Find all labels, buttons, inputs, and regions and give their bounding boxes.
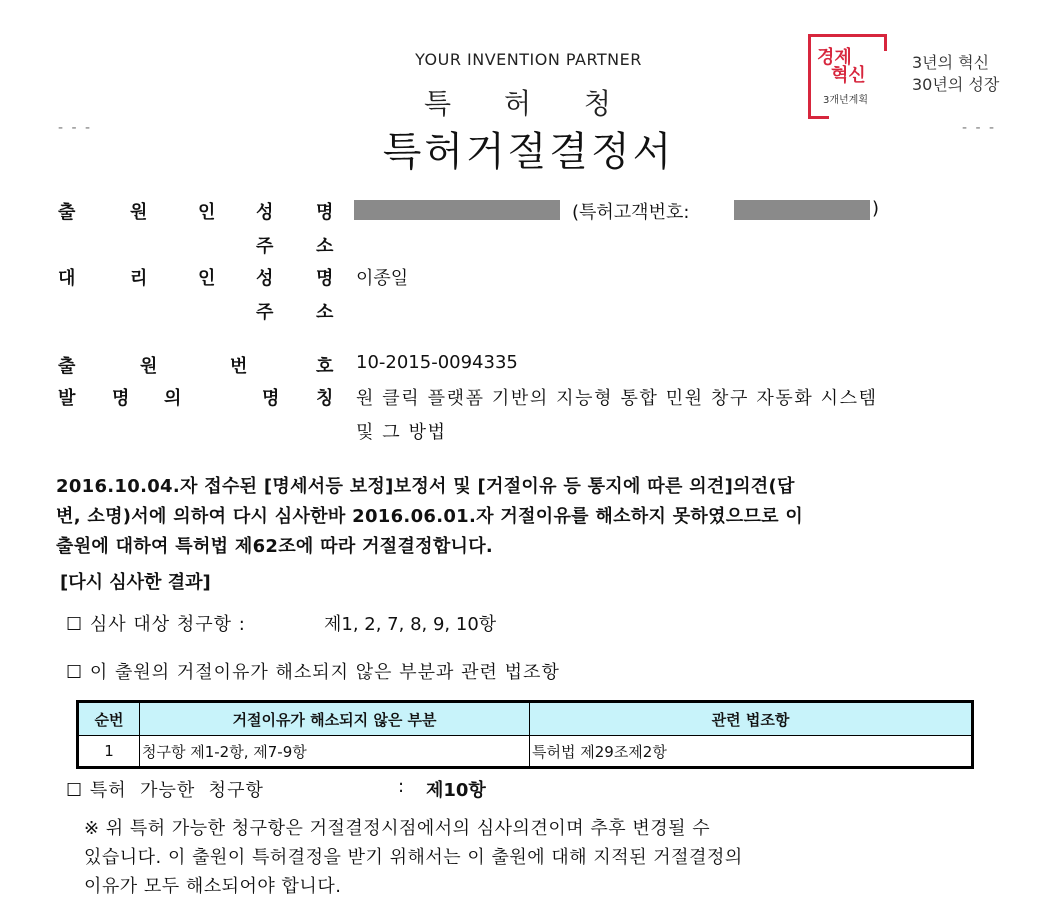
note-paragraph: ※ 위 특허 가능한 청구항은 거절결정시점에서의 심사의견이며 추후 변경될 수 있습니다. 이 출원이 특허결정을 받기 위해서는 이 출원에 대해 지적된 거절결정의 이유가 모두 해소되어야 합니다. (84, 818, 743, 897)
logo-slogan: 3년의 혁신 30년의 성장 (912, 53, 1000, 94)
application-number: 10-2015-0094335 (356, 352, 518, 373)
table-cell: 청구항 제1-2항, 제7-9항 (140, 736, 530, 768)
table-header: 순번 (78, 702, 140, 736)
table-cell: 특허법 제29조제2항 (530, 736, 973, 768)
rejection-table (76, 700, 974, 769)
logo-corner-mark (866, 34, 887, 51)
allowable-claims-colon: : (398, 776, 405, 797)
dash-marker-right: - - - (962, 120, 997, 136)
logo-corner-mark-bottom (808, 104, 829, 119)
table-header-row (78, 702, 973, 736)
document-title: 특허거절결정서 (382, 129, 675, 175)
table-header: 관련 법조항 (530, 702, 973, 736)
customer-number-close: ) (872, 198, 880, 219)
redacted-applicant-name (354, 200, 560, 220)
allowable-claims-value: 제10항 (426, 780, 486, 801)
allowable-claims-label: ☐ 특허 가능한 청구항 (66, 780, 264, 801)
table-row (78, 736, 973, 768)
table-header: 거절이유가 해소되지 않은 부분 (140, 702, 530, 736)
decision-paragraph: 2016.10.04.자 접수된 [명세서등 보정]보정서 및 [거절이유 등 통지에 따른 의견]의견(답 변, 소명)서에 의하여 다시 심사한바 2016.06.01.자 거절이유를 해소하지 못하였으므로 이 출원에 대하여 특허법 제62조에 따라 거절결정합니다. (56, 476, 804, 557)
partner-slogan: YOUR INVENTION PARTNER (415, 50, 642, 69)
unresolved-reasons-label: ☐ 이 출원의 거절이유가 해소되지 않은 부분과 관련 법조항 (66, 662, 560, 683)
dash-marker-left: - - - (58, 120, 93, 136)
economic-innovation-logo: 경제 혁신 3개년계획 (808, 34, 887, 119)
table-cell: 1 (78, 736, 140, 768)
claims-under-review-value: 제1, 2, 7, 8, 9, 10항 (324, 614, 497, 635)
invention-title-line2: 및 그 방법 (356, 422, 447, 443)
office-name: 특 허 청 (424, 87, 633, 120)
claims-under-review-label: ☐ 심사 대상 청구항 : (66, 614, 246, 635)
section-title: [다시 심사한 결과] (60, 572, 211, 593)
agent-name: 이종일 (356, 268, 409, 289)
customer-number-label: (특허고객번호: (572, 202, 690, 223)
redacted-customer-number (734, 200, 870, 220)
invention-title-line1: 원 클릭 플랫폼 기반의 지능형 통합 민원 창구 자동화 시스템 (356, 388, 878, 409)
